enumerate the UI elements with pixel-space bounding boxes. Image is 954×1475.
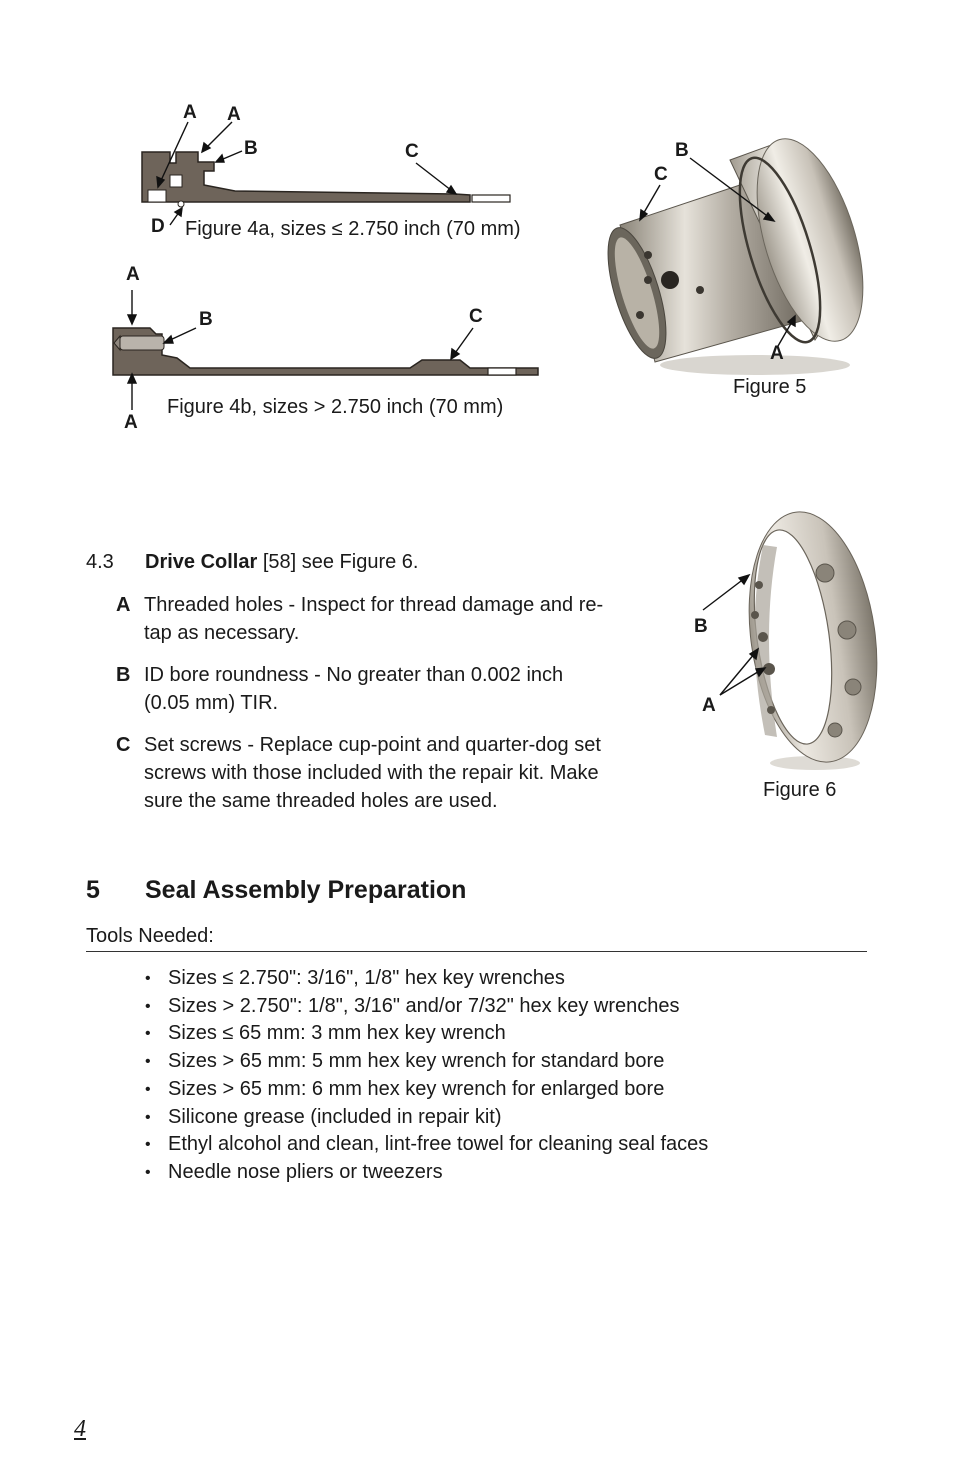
list-item xyxy=(145,993,708,1021)
list-item-text: Ethyl alcohol and clean, lint-free towel for cleaning seal faces xyxy=(168,1133,709,1156)
fig4b-label-a-bottom: A xyxy=(124,412,138,433)
list-item xyxy=(145,1048,708,1076)
fig5-label-a: A xyxy=(770,343,784,364)
item-letter: C xyxy=(116,734,131,756)
list-item xyxy=(116,731,656,815)
item-line: tap as necessary. xyxy=(144,622,300,644)
list-item xyxy=(145,1076,708,1104)
fig4b-label-b: B xyxy=(199,309,213,330)
list-item-text: Sizes ≤ 2.750": 3/16", 1/8" hex key wrenches xyxy=(168,967,565,989)
list-item-text: Sizes > 2.750": 1/8", 3/16" and/or 7/32" hex key wrenches xyxy=(168,994,680,1017)
item-line: Threaded holes - Inspect for thread damage and re- xyxy=(144,594,604,616)
figure-5-photo xyxy=(600,130,880,380)
item-line: (0.05 mm) TIR. xyxy=(144,692,279,714)
tools-needed-label: Tools Needed: xyxy=(86,925,214,947)
item-line: Set screws - Replace cup-point and quarter-dog set xyxy=(144,734,601,756)
list-item xyxy=(116,661,656,717)
section-4-3-rest: [58] see Figure 6. xyxy=(257,551,419,573)
list-item xyxy=(145,965,708,993)
section-4-3-title-line xyxy=(145,551,418,574)
item-text xyxy=(144,591,603,647)
fig6-label-a: A xyxy=(702,695,716,716)
fig5-label-c: C xyxy=(654,164,668,185)
item-line: sure the same threaded holes are used. xyxy=(144,790,498,812)
fig4a-label-b: B xyxy=(244,138,258,159)
list-item xyxy=(145,1159,708,1187)
item-line: screws with those included with the repair kit. Make xyxy=(144,762,599,784)
figure-6-caption: Figure 6 xyxy=(763,779,837,801)
list-item-text: Sizes > 65 mm: 6 mm hex key wrench for enlarged bore xyxy=(168,1077,665,1100)
item-text xyxy=(144,661,563,717)
section-4-3-heading xyxy=(86,551,419,574)
divider xyxy=(86,951,867,952)
bullet-icon: • xyxy=(145,1136,151,1154)
figure-4b-caption: Figure 4b, sizes > 2.750 inch (70 mm) xyxy=(167,396,504,418)
fig5-label-b: B xyxy=(675,140,689,161)
figure-4a-caption: Figure 4a, sizes ≤ 2.750 inch (70 mm) xyxy=(185,218,521,240)
fig4a-label-a2: A xyxy=(227,104,241,125)
section-4-3-number: 4.3 xyxy=(86,551,114,573)
figure-5-caption: Figure 5 xyxy=(733,376,807,398)
fig4b-label-a-top: A xyxy=(126,264,140,285)
bullet-icon: • xyxy=(145,970,151,987)
item-line: ID bore roundness - No greater than 0.002 inch xyxy=(144,664,564,686)
bullet-icon: • xyxy=(145,1163,151,1181)
list-item-text: Needle nose pliers or tweezers xyxy=(168,1160,443,1183)
list-item-text: Silicone grease (included in repair kit) xyxy=(168,1105,502,1128)
list-item-text: Sizes ≤ 65 mm: 3 mm hex key wrench xyxy=(168,1022,506,1045)
fig6-label-b: B xyxy=(694,616,708,637)
tools-list xyxy=(145,965,708,1187)
fig4a-label-c: C xyxy=(405,141,419,162)
fig4a-label-d: D xyxy=(151,216,165,237)
bullet-icon: • xyxy=(145,1053,151,1071)
section-4-3-title: Drive Collar xyxy=(145,551,258,573)
item-letter: A xyxy=(116,594,131,616)
section-5-title: Seal Assembly Preparation xyxy=(145,876,467,904)
list-item xyxy=(145,1020,708,1048)
item-letter: B xyxy=(116,664,131,686)
item-text xyxy=(144,731,601,815)
fig4a-label-a1: A xyxy=(183,102,197,123)
page-number: 4 xyxy=(74,1416,86,1442)
list-item xyxy=(145,1104,708,1132)
list-item xyxy=(145,1131,708,1159)
bullet-icon: • xyxy=(145,1025,151,1043)
bullet-icon: • xyxy=(145,1108,151,1126)
figure-6-photo xyxy=(725,505,885,775)
section-5-number: 5 xyxy=(86,876,100,904)
figure-4a-drawing xyxy=(100,95,530,235)
bullet-icon: • xyxy=(145,997,151,1015)
list-item-text: Sizes > 65 mm: 5 mm hex key wrench for standard bore xyxy=(168,1050,665,1073)
fig4b-label-c: C xyxy=(469,306,483,327)
list-item xyxy=(116,591,656,647)
bullet-icon: • xyxy=(145,1080,151,1098)
